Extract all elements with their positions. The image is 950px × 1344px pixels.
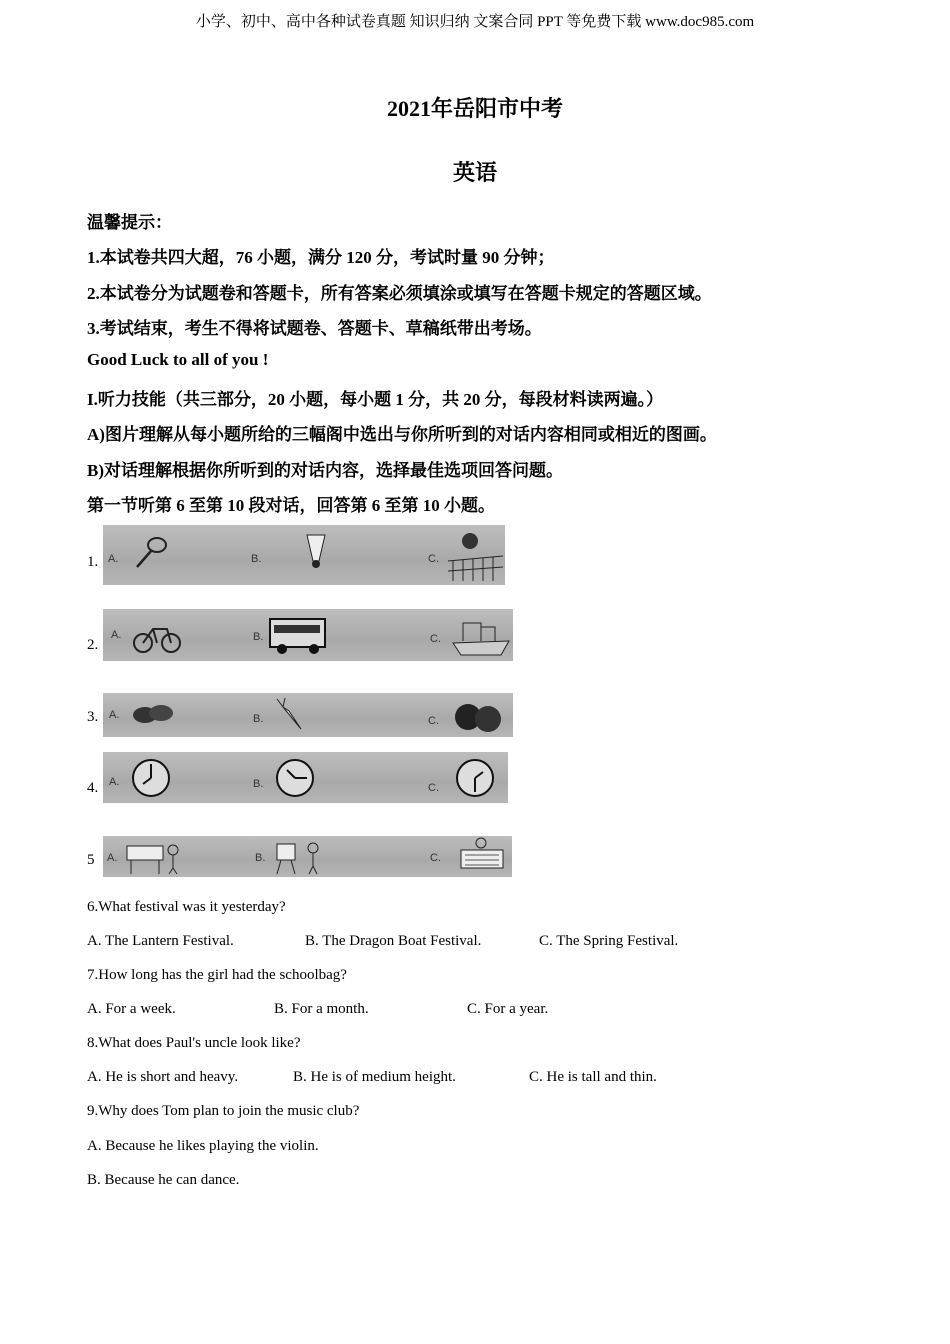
subsection-heading: 第一节听第 6 至第 10 段对话，回答第 6 至第 10 小题。: [87, 496, 495, 515]
part-a-instruction: A)图片理解从每小题所给的三幅阁中选出与你所听到的对话内容相同或相近的图画。: [87, 425, 717, 444]
option-8a: A. He is short and heavy.: [87, 1069, 239, 1085]
clock-icon: [129, 756, 173, 800]
option-8b: B. He is of medium height.: [293, 1069, 456, 1085]
piano-icon: [125, 838, 185, 876]
volleyball-icon: [448, 531, 503, 581]
part-b-instruction: B)对话理解根据你所听到的对话内容，选择最佳选项回答问题。: [87, 461, 563, 480]
question-number: 2.: [87, 637, 99, 653]
notes-heading: 温馨提示：: [87, 213, 172, 232]
clock-icon: [273, 756, 317, 800]
bicycle-icon: [133, 617, 183, 657]
shuttlecock-icon: [301, 531, 331, 571]
ship-icon: [451, 613, 511, 659]
question-7: 7.How long has the girl had the schoolbag?: [87, 967, 347, 983]
question-number: 1.: [87, 554, 99, 570]
question-8: 8.What does Paul's uncle look like?: [87, 1035, 301, 1051]
option-6a: A. The Lantern Festival.: [87, 933, 234, 949]
question-number: 5: [87, 852, 95, 868]
question-number: 3.: [87, 709, 99, 725]
note-2: 2.本试卷分为试题卷和答题卡，所有答案必须填涂或填写在答题卡规定的答题区域。: [87, 284, 712, 303]
picture-question-2: A. B. C.: [103, 609, 513, 661]
picture-question-3: A. B. C.: [103, 693, 513, 737]
section-heading: I.听力技能（共三部分，20 小题，每小题 1 分，共 20 分，每段材料读两遍。）: [87, 390, 664, 409]
reading-newspaper-icon: [455, 836, 510, 876]
picture-question-5: A. B. C.: [103, 836, 512, 877]
option-9a: A. Because he likes playing the violin.: [87, 1138, 319, 1154]
question-6: 6.What festival was it yesterday?: [87, 899, 286, 915]
good-luck: Good Luck to all of you !: [87, 350, 269, 369]
bus-icon: [268, 613, 328, 657]
carrot-icon: [273, 697, 308, 735]
tennis-racket-icon: [131, 533, 171, 573]
note-3: 3.考试结束，考生不得将试题卷、答题卡、草稿纸带出考场。: [87, 319, 542, 338]
exam-subject: 英语: [452, 160, 497, 185]
exam-title: 2021年岳阳市中考: [386, 96, 563, 121]
option-7a: A. For a week.: [87, 1001, 176, 1017]
picture-question-1: A. B. C.: [103, 525, 505, 585]
option-7c: C. For a year.: [467, 1001, 549, 1017]
clock-icon: [453, 756, 497, 800]
option-6c: C. The Spring Festival.: [539, 933, 679, 949]
drawing-icon: [273, 838, 333, 876]
note-1: 1.本试卷共四大超，76 小题，满分 120 分，考试时量 90 分钟；: [87, 248, 555, 267]
page-header: 小学、初中、高中各种试卷真题 知识归纳 文案合同 PPT 等免费下载 www.doc985.com: [195, 14, 755, 30]
option-8c: C. He is tall and thin.: [529, 1069, 657, 1085]
tomatoes-icon: [448, 697, 508, 735]
option-7b: B. For a month.: [274, 1001, 369, 1017]
option-9b: B. Because he can dance.: [87, 1172, 240, 1188]
potatoes-icon: [131, 699, 176, 729]
question-9: 9.Why does Tom plan to join the music club?: [87, 1103, 360, 1119]
option-6b: B. The Dragon Boat Festival.: [305, 933, 482, 949]
picture-question-4: A. B. C.: [103, 752, 508, 803]
question-number: 4.: [87, 780, 99, 796]
